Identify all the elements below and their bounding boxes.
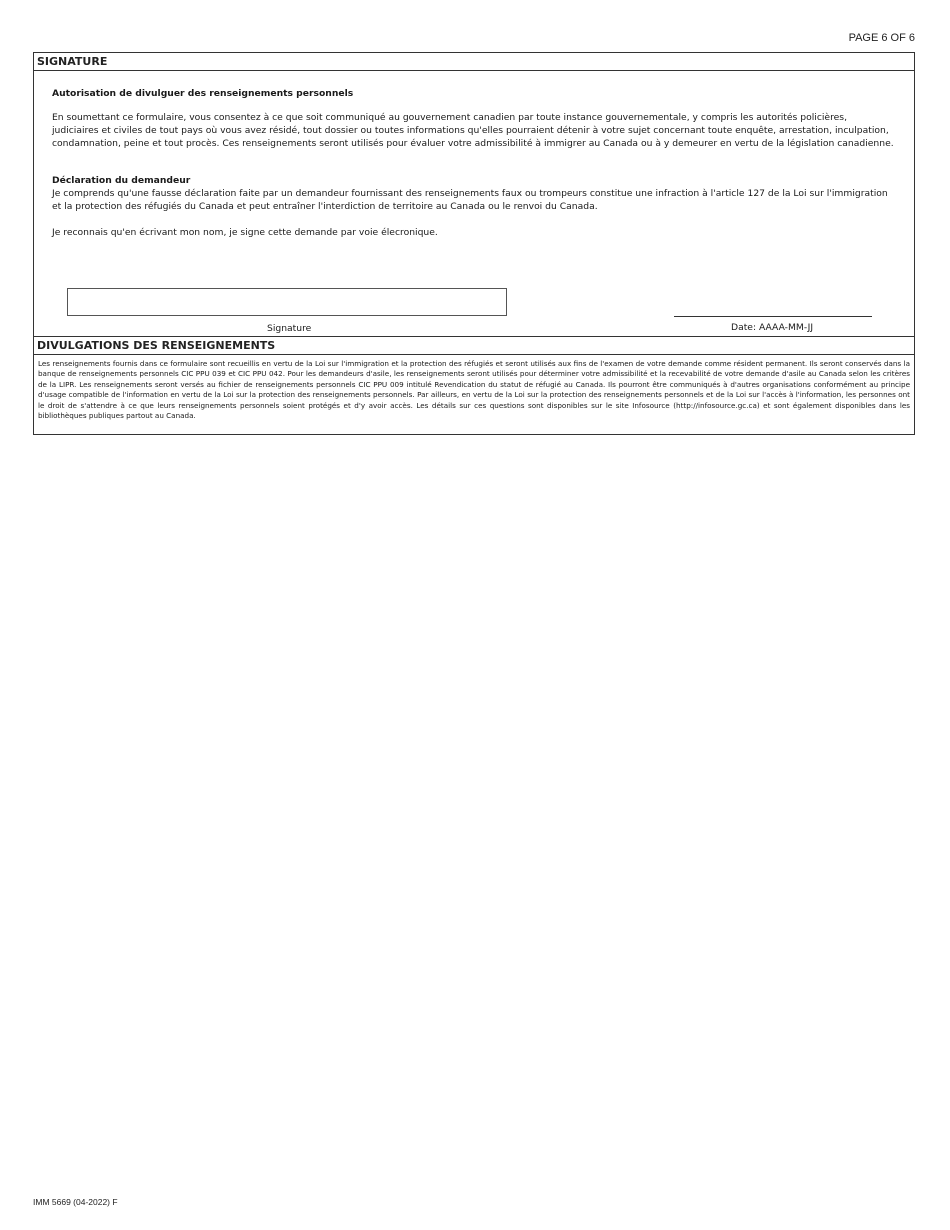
declaration-title: Déclaration du demandeur — [52, 175, 191, 186]
signature-section-header: SIGNATURE — [34, 53, 914, 71]
authorization-title: Autorisation de divulguer des renseignements personnels — [52, 88, 354, 99]
form-id: IMM 5669 (04-2022) F — [33, 1197, 118, 1207]
disclosure-text: Les renseignements fournis dans ce formulaire sont recueillis en vertu de la Loi sur l'immigration et la protection des réfugiés et seront utilisés aux fins de l'examen de votre demande comme résident permanent. Ils seront conservés dans la banque de renseignements personnels CIC PPU 039 et CIC PPU 042. Pour les demandeurs d'asile, les renseignements seront utilisés pour déterminer votre admissibilité et la recevabilité de votre demande d'asile au Canada selon les critères de la LIPR. Les renseignements seront versés au fichier de renseignements personnels CIC PPU 009 intitulé Revendication du statut de réfugié au Canada. Ils pourront être communiqués à d'autres organisations conformément au principe d'usage compatible de l'information en vertu de la Loi sur la protection des renseignements personnels. Par ailleurs, en vertu de la Loi sur la protection des renseignements personnels et de la Loi sur l'accès à l'information, les personnes ont le droit de s'attendre à ce que leurs renseignements personnels soient protégés et d'y avoir accès. Les détails sur ces questions sont disponibles sur le site Infosource (http://infosource.gc.ca) et sont également disponibles dans les bibliothèques publiques partout au Canada. — [38, 359, 910, 421]
authorization-text: En soumettant ce formulaire, vous consentez à ce que soit communiqué au gouvernement canadien par toute instance gouvernementale, y compris les autorités policières, judiciaires et civiles de tout pays où vous avez résidé, tout dossier ou toutes informations qu'elles pourraient détenir à votre sujet concernant toute enquête, arrestation, inculpation, condamnation, peine et tout procès. Ces renseignements seront utilisés pour évaluer votre admissibilité à immigrer au Canada ou à y demeurer en vertu de la législation canadienne. — [52, 112, 894, 149]
date-label: Date: AAAA-MM-JJ — [731, 322, 814, 333]
signature-section-body — [34, 71, 914, 334]
disclosure-section — [33, 336, 915, 435]
declaration-text: Je comprends qu'une fausse déclaration faite par un demandeur fournissant des renseignements faux ou trompeurs constitue une infraction à l'article 127 de la Loi sur l'immigration et la protection des réfugiés du Canada et peut entraîner l'interdiction de territoire au Canada ou le renvoi du Canada. — [52, 188, 888, 212]
signature-label: Signature — [267, 323, 312, 334]
signature-section — [33, 52, 915, 337]
page-number: PAGE 6 OF 6 — [848, 32, 915, 44]
date-field[interactable] — [674, 316, 872, 317]
disclosure-section-header: DIVULGATIONS DES RENSEIGNEMENTS — [34, 337, 914, 355]
signature-input[interactable] — [67, 288, 507, 316]
electronic-signature-text: Je reconnais qu'en écrivant mon nom, je signe cette demande par voie élecronique. — [52, 227, 438, 238]
